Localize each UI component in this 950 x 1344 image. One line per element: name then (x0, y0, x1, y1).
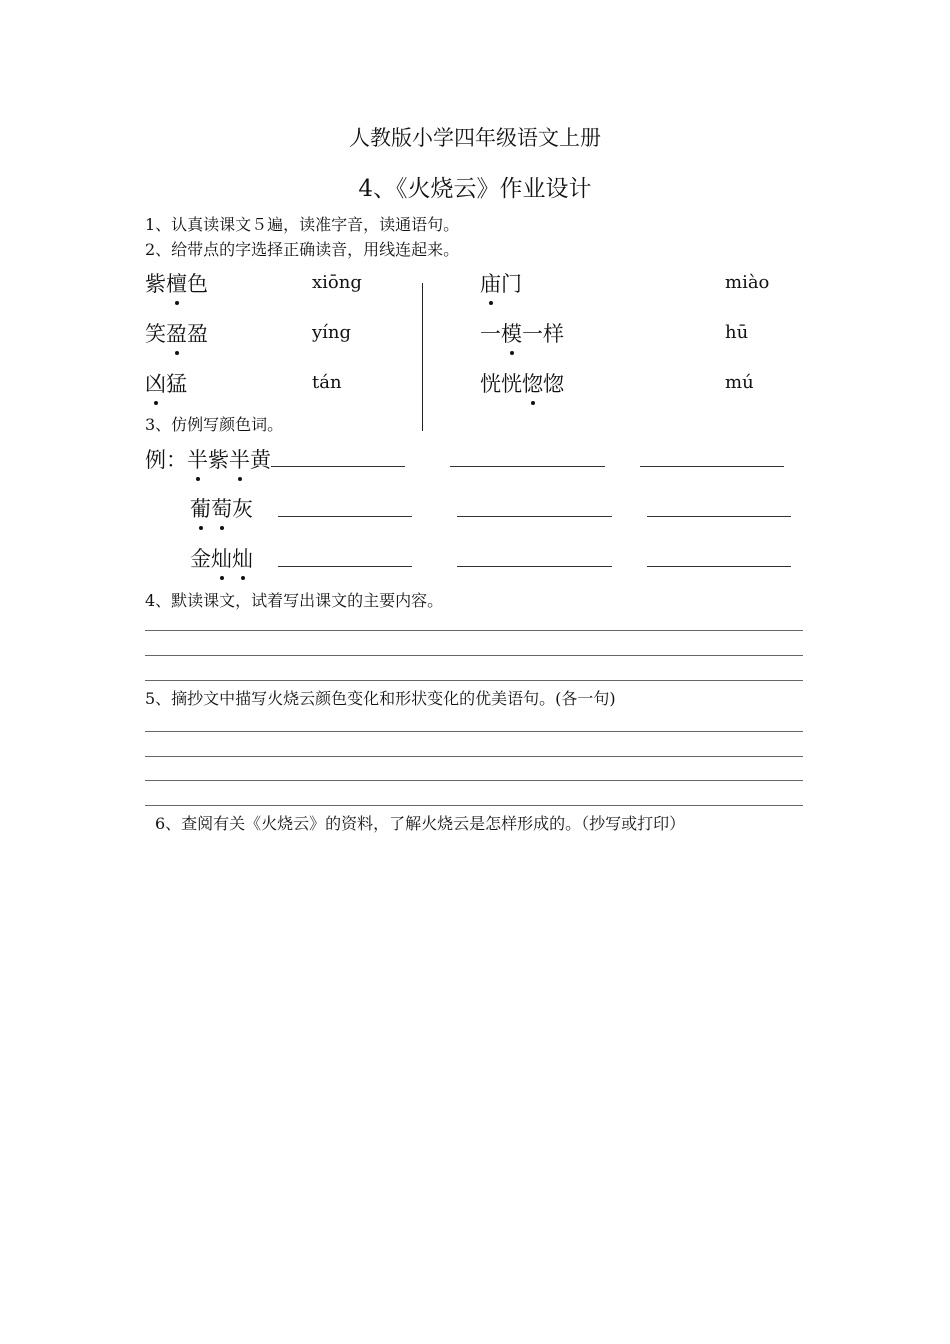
word-part: 紫 (208, 448, 229, 472)
match-right-word-1[interactable] (480, 268, 522, 298)
word-part: 猛 (166, 372, 187, 396)
match-left-pinyin-3[interactable]: tán (312, 372, 342, 393)
dotted-char: 半 (229, 444, 250, 474)
dotted-char: 半 (187, 444, 208, 474)
color-example (145, 444, 271, 474)
dotted-char: 凶 (145, 368, 166, 398)
worksheet-title: 人教版小学四年级语文上册 (349, 126, 601, 150)
word-part: 笑 (145, 322, 166, 346)
match-right-word-3[interactable] (480, 368, 564, 398)
answer-blank[interactable] (457, 566, 612, 567)
match-left-word-1[interactable] (145, 268, 208, 298)
word-part: 一样 (522, 322, 564, 346)
dotted-char: 灿 (232, 543, 253, 573)
word-part: 门 (501, 272, 522, 296)
color-word-3 (190, 543, 253, 573)
dotted-char: 惚 (522, 368, 543, 398)
word-part: 恍恍 (480, 372, 522, 396)
dotted-char: 萄 (211, 493, 232, 523)
word-part: 灰 (232, 497, 253, 521)
dotted-char: 灿 (211, 543, 232, 573)
word-part: 紫 (145, 272, 166, 296)
dotted-char: 模 (501, 318, 522, 348)
match-right-pinyin-3[interactable]: mú (725, 372, 754, 393)
match-left-word-3[interactable] (145, 368, 187, 398)
word-part: 一 (480, 322, 501, 346)
question-1: 1、认真读课文５遍，读准字音，读通语句。 (145, 215, 460, 234)
match-right-pinyin-1[interactable]: miào (725, 272, 770, 293)
dotted-char: 葡 (190, 493, 211, 523)
worksheet-subtitle: 4、《火烧云》作业设计 (358, 176, 592, 202)
question-3: 3、仿例写颜色词。 (145, 415, 284, 434)
word-part: 盈 (187, 322, 208, 346)
example-label: 例： (145, 448, 187, 472)
answer-blank[interactable] (271, 466, 405, 467)
column-divider (422, 283, 423, 431)
word-part: 金 (190, 547, 211, 571)
match-left-word-2[interactable] (145, 318, 208, 348)
match-left-pinyin-2[interactable]: yíng (312, 322, 352, 343)
match-right-pinyin-2[interactable]: hū (725, 322, 749, 343)
dotted-char: 盈 (166, 318, 187, 348)
word-part: 惚 (543, 372, 564, 396)
color-word-2 (190, 493, 253, 523)
dotted-char: 庙 (480, 268, 501, 298)
match-left-pinyin-1[interactable]: xiōng (312, 272, 362, 293)
answer-blank[interactable] (457, 516, 612, 517)
match-right-word-2[interactable] (480, 318, 564, 348)
answer-blank[interactable] (647, 516, 791, 517)
answer-blank[interactable] (647, 566, 791, 567)
question-4: 4、默读课文，试着写出课文的主要内容。 (145, 591, 444, 610)
answer-line[interactable] (145, 756, 803, 757)
dotted-char: 檀 (166, 268, 187, 298)
answer-line[interactable] (145, 780, 803, 781)
answer-blank[interactable] (278, 516, 412, 517)
answer-blank[interactable] (640, 466, 784, 467)
question-2: 2、给带点的字选择正确读音，用线连起来。 (145, 240, 460, 259)
answer-line[interactable] (145, 731, 803, 732)
answer-line[interactable] (145, 655, 803, 656)
question-5: 5、摘抄文中描写火烧云颜色变化和形状变化的优美语句。(各一句) (145, 689, 616, 708)
answer-blank[interactable] (278, 566, 412, 567)
question-6: 6、查阅有关《火烧云》的资料，了解火烧云是怎样形成的。（抄写或打印） (155, 814, 686, 833)
word-part: 黄 (250, 448, 271, 472)
answer-line[interactable] (145, 805, 803, 806)
answer-line[interactable] (145, 630, 803, 631)
answer-line[interactable] (145, 680, 803, 681)
answer-blank[interactable] (450, 466, 605, 467)
word-part: 色 (187, 272, 208, 296)
